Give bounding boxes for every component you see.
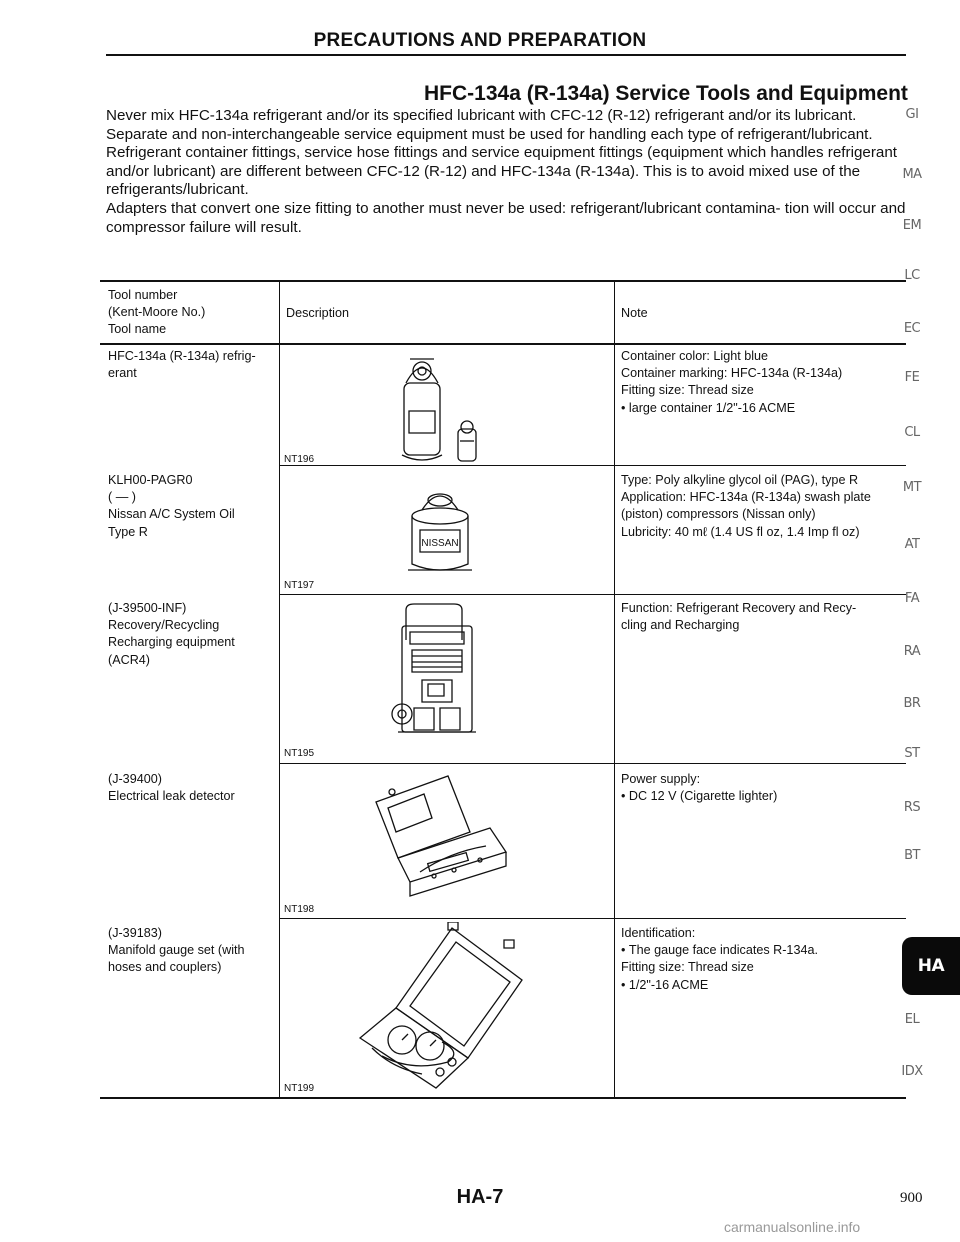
intro-paragraph: Never mix HFC-134a refrigerant and/or its specified lubricant with CFC-12 (R-12) refrigerant and/or its lubricant. xyxy=(106,107,857,124)
side-tab-gi[interactable]: GI xyxy=(905,107,919,122)
side-tab-ha[interactable]: HA xyxy=(902,937,960,995)
tool-line: Manifold gauge set (with xyxy=(108,943,245,958)
side-tab-rs[interactable]: RS xyxy=(903,800,921,815)
tool-line: (J-39400) xyxy=(108,772,162,786)
watermark[interactable]: carmanualsonline.info xyxy=(724,1219,861,1235)
figure-code: NT197 xyxy=(284,580,315,591)
page-header-title: PRECAUTIONS AND PREPARATION xyxy=(313,30,647,51)
intro-paragraph: Refrigerant container fittings, service hose fittings and service equipment fittings (equipment which handles refrigerant and/or lubricant) are different between CFC-12 (R-12) and HFC-134a (R-134a). This is to avoid mixed use of the refrigerants/lubricant. xyxy=(106,144,898,199)
note-bullet-line: • 1/2"-16 ACME xyxy=(621,977,818,994)
row-divider xyxy=(279,918,614,919)
tool-line: Recovery/Recycling xyxy=(108,618,220,633)
note-line: Lubricity: 40 mℓ (1.4 US fl oz, 1.4 Imp fl oz) xyxy=(621,524,860,539)
tool-line: Type R xyxy=(108,524,148,539)
note-line: Container marking: HFC-134a (R-134a) xyxy=(621,366,843,381)
header-tool-line: Tool name xyxy=(108,322,167,337)
side-tab-st[interactable]: ST xyxy=(904,746,920,761)
row-4-tool xyxy=(108,771,235,805)
row-3-note xyxy=(621,600,856,634)
tool-line: hoses and couplers) xyxy=(108,960,222,975)
row-divider xyxy=(279,465,614,466)
note-line: Fitting size: Thread size xyxy=(621,383,754,398)
side-tab-ma[interactable]: MA xyxy=(902,167,922,182)
row-2-tool xyxy=(108,472,235,541)
column-divider xyxy=(279,281,280,1097)
row-1-note xyxy=(621,348,842,417)
table-top-rule xyxy=(100,280,906,282)
header-note: Note xyxy=(621,306,648,320)
row-divider xyxy=(614,763,906,764)
oil-can-icon xyxy=(400,476,480,580)
tool-line: Nissan A/C System Oil xyxy=(108,507,235,522)
note-line: (piston) compressors (Nissan only) xyxy=(621,507,816,522)
note-line: Type: Poly alkyline glycol oil (PAG), type R xyxy=(621,473,859,487)
table-bottom-rule xyxy=(100,1097,906,1099)
table-header-rule xyxy=(100,343,906,345)
note-line: cling and Recharging xyxy=(621,618,740,633)
row-2-note xyxy=(621,472,871,541)
side-tab-em[interactable]: EM xyxy=(902,218,922,233)
tool-line: (J-39183) xyxy=(108,926,162,940)
side-tab-idx[interactable]: IDX xyxy=(901,1064,923,1079)
tool-line: KLH00-PAGR0 xyxy=(108,473,193,487)
recovery-cart-icon xyxy=(388,600,488,750)
header-tool-line: Tool number xyxy=(108,288,178,302)
intro-text xyxy=(106,107,906,237)
page-number: 900 xyxy=(900,1190,923,1206)
row-divider xyxy=(279,763,614,764)
leak-detector-case-icon xyxy=(370,772,510,902)
note-bullet-line: • large container 1/2"-16 ACME xyxy=(621,400,842,417)
row-5-tool xyxy=(108,925,245,977)
side-tab-mt[interactable]: MT xyxy=(902,480,922,495)
note-bullet-line: • DC 12 V (Cigarette lighter) xyxy=(621,788,777,805)
header-rule xyxy=(106,54,906,56)
row-4-note xyxy=(621,771,777,805)
tool-line: ( — ) xyxy=(108,490,136,505)
row-divider xyxy=(614,465,906,466)
figure-code: NT198 xyxy=(284,904,315,915)
side-tab-at[interactable]: AT xyxy=(904,537,920,552)
tool-line: Recharging equipment xyxy=(108,635,235,650)
side-tab-cl[interactable]: CL xyxy=(904,425,920,440)
note-line: Function: Refrigerant Recovery and Recy- xyxy=(621,601,857,615)
note-line: Power supply: xyxy=(621,772,701,786)
side-tab-ec[interactable]: EC xyxy=(903,321,921,336)
row-divider xyxy=(614,594,906,595)
side-tab-lc[interactable]: LC xyxy=(904,268,920,283)
section-title: HFC-134a (R-134a) Service Tools and Equipment xyxy=(424,82,908,105)
note-line: Container color: Light blue xyxy=(621,349,769,363)
row-5-note xyxy=(621,925,818,994)
oil-can-label: NISSAN xyxy=(421,538,459,549)
tool-line: (J-39500-INF) xyxy=(108,601,187,615)
column-divider xyxy=(614,281,615,1097)
row-divider xyxy=(614,918,906,919)
note-line: Identification: xyxy=(621,926,696,940)
tool-line: Electrical leak detector xyxy=(108,789,235,804)
row-divider xyxy=(279,594,614,595)
header-tool xyxy=(108,287,205,339)
row-1-tool xyxy=(108,348,256,382)
figure-code: NT196 xyxy=(284,454,315,465)
row-3-tool xyxy=(108,600,235,669)
side-tab-el[interactable]: EL xyxy=(904,1012,920,1027)
note-line: Application: HFC-134a (R-134a) swash plate xyxy=(621,490,871,505)
figure-code: NT199 xyxy=(284,1083,315,1094)
side-tab-br[interactable]: BR xyxy=(903,696,921,711)
tool-line: HFC-134a (R-134a) refrig- xyxy=(108,349,256,363)
header-tool-line: (Kent-Moore No.) xyxy=(108,305,206,320)
intro-paragraph: Adapters that convert one size fitting to another must never be used: refrigerant/lubricant contamina- tion will occur and compressor failure will result. xyxy=(106,199,906,236)
note-bullet-line: • The gauge face indicates R-134a. xyxy=(621,942,818,959)
page-label: HA-7 xyxy=(456,1186,504,1208)
header-description: Description xyxy=(286,306,349,320)
side-tab-fe[interactable]: FE xyxy=(904,370,920,385)
figure-code: NT195 xyxy=(284,748,315,759)
manifold-gauge-case-icon xyxy=(352,922,552,1092)
side-tab-fa[interactable]: FA xyxy=(904,591,920,606)
refrigerant-container-icon xyxy=(390,349,500,469)
note-line: Fitting size: Thread size xyxy=(621,960,754,975)
tool-line: erant xyxy=(108,366,137,381)
side-tab-bt[interactable]: BT xyxy=(904,848,920,863)
intro-paragraph: Separate and non-interchangeable service equipment must be used for handling each type of refrigerant/lubricant. xyxy=(106,125,873,143)
tool-line: (ACR4) xyxy=(108,652,150,667)
side-tab-ra[interactable]: RA xyxy=(903,644,921,659)
